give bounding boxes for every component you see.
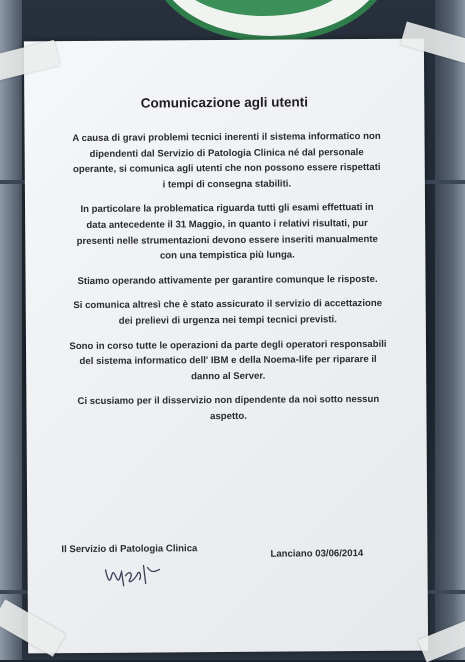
paragraph: [46, 336, 410, 385]
text-line: del sistema informatico dell' IBM e della Noema-life per riparare il: [79, 354, 377, 368]
text-line: Sono in corso tutte le operazioni da parte degli operatori responsabili: [69, 338, 387, 352]
text-line: operante, si comunica agli utenti che non possono essere rispettati: [72, 162, 381, 176]
notice-title: Comunicazione agli utenti: [140, 94, 308, 111]
text-line: In particolare la problematica riguarda tutti gli esami effettuati in: [80, 202, 374, 216]
door-frame-right: [435, 0, 465, 660]
text-line: A causa di gravi problemi tecnici inerenti il sistema informatico non: [72, 130, 381, 145]
paragraph: [46, 296, 410, 330]
text-line: dei prelievi di urgenza nei tempi tecnici previsti.: [118, 314, 337, 327]
text-line: Ci scusiamo per il disservizio non dipendente da noi sotto nessun: [77, 394, 380, 408]
text-line: con una tempistica più lunga.: [159, 249, 295, 262]
text-line: aspetto.: [210, 410, 247, 423]
green-logo-sign-center: [174, 0, 354, 16]
door-frame-left: [0, 0, 22, 660]
text-line: data antecedente il 31 Maggio, in quanto i relativi risultati, pur: [86, 217, 368, 231]
place-date: Lanciano 03/06/2014: [270, 548, 364, 560]
text-line: i tempi di consegna stabiliti.: [162, 178, 292, 191]
text-line: presenti nelle strumentazioni devono essere inseriti manualmente: [76, 233, 378, 247]
text-line: dipendenti dal Servizio di Patologia Clinica né dal personale: [89, 146, 364, 160]
paragraph: [44, 129, 408, 194]
paragraph: [46, 392, 410, 426]
signature-icon: [99, 555, 169, 591]
paragraph: [45, 200, 409, 265]
text-line: danno al Server.: [191, 370, 266, 382]
signatory: Il Servizio di Patologia Clinica: [61, 543, 198, 556]
paragraph: [45, 271, 409, 289]
notice-body: [44, 129, 410, 435]
text-line: Si comunica altresì che è stato assicurato il servizio di accettazione: [73, 298, 383, 312]
text-line: Stiamo operando attivamente per garantire comunque le risposte.: [77, 273, 378, 287]
notice-paper: [24, 39, 428, 654]
